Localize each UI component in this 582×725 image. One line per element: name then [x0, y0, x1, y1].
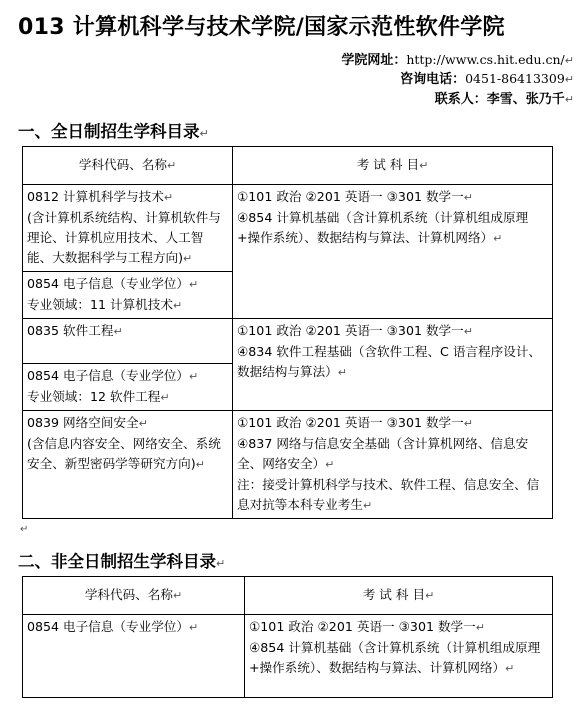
header-subject: 学科代码、名称↵ — [23, 577, 245, 615]
website-link[interactable]: http://www.cs.hit.edu.cn/ — [406, 52, 565, 67]
contact-phone: 咨询电话：0451-86413309↵ — [400, 71, 574, 87]
exam-cell-0835: ①101 政治 ②201 英语一 ③301 数学一↵ ④834 软件工程基础（含软件工程、C 语言程序设计、数据结构与算法）↵ — [233, 319, 553, 411]
subject-0812: 0812 计算机科学与技术↵ (含计算机系统结构、计算机软件与理论、计算机应用技术、人工智能、大数据科学与工程方向)↵ — [23, 185, 233, 272]
header-subject: 学科代码、名称↵ — [23, 147, 233, 185]
contact-person: 联系人：李雪、张乃千↵ — [434, 92, 574, 107]
phone-value: 0451-86413309 — [465, 71, 565, 86]
contact-website: 学院网址：http://www.cs.hit.edu.cn/↵ — [341, 52, 574, 68]
table-header-row — [23, 147, 553, 185]
header-exam: 考 试 科 目↵ — [233, 147, 553, 185]
person-label: 联系人： — [434, 92, 487, 107]
table-header-row — [23, 577, 553, 615]
table-row — [23, 411, 553, 519]
subject-0854-parttime: 0854 电子信息（专业学位）↵ — [23, 615, 245, 698]
subject-0839: 0839 网络空间安全↵ (含信息内容安全、网络安全、系统安全、新型密码学等研究方向)↵ — [23, 411, 233, 519]
exam-cell-0839: ①101 政治 ②201 英语一 ③301 数学一↵ ④837 网络与信息安全基础（含计算机网络、信息安全、网络安全）↵ 注：接受计算机科学与技术、软件工程、信息安全、信息对抗等本科专业考生↵ — [233, 411, 553, 519]
parttime-table — [22, 576, 553, 698]
exam-cell-0854-parttime: ①101 政治 ②201 英语一 ③301 数学一↵ ④854 计算机基础（含计算机系统（计算机组成原理+操作系统）、数据结构与算法、计算机网络）↵ — [245, 615, 553, 698]
table-row — [23, 185, 553, 272]
fulltime-table — [22, 146, 553, 519]
subject-0835: 0835 软件工程↵ — [23, 319, 233, 364]
header-exam: 考 试 科 目↵ — [245, 577, 553, 615]
section-parttime-heading: 二、非全日制招生学科目录↵ — [18, 552, 226, 571]
exam-cell-0812: ①101 政治 ②201 英语一 ③301 数学一↵ ④854 计算机基础（含计算机系统（计算机组成原理+操作系统）、数据结构与算法、计算机网络）↵ — [233, 185, 553, 319]
subject-0854-a: 0854 电子信息（专业学位）↵ 专业领域：11 计算机技术↵ — [23, 272, 233, 319]
note-text: 注：接受计算机科学与技术、软件工程、信息安全、信息对抗等本科专业考生 — [237, 477, 540, 512]
document-title: 013 计算机科学与技术学院/国家示范性软件学院 — [18, 15, 505, 40]
table-row — [23, 615, 553, 698]
phone-label: 咨询电话： — [400, 72, 466, 87]
person-value: 李雪、张乃千 — [486, 92, 565, 107]
subject-0854-b: 0854 电子信息（专业学位）↵ 专业领域：12 软件工程↵ — [23, 364, 233, 411]
paragraph-mark: ↵ — [20, 524, 29, 535]
website-label: 学院网址： — [341, 53, 407, 68]
section-fulltime-heading: 一、全日制招生学科目录↵ — [18, 122, 209, 141]
table-row — [23, 319, 553, 364]
